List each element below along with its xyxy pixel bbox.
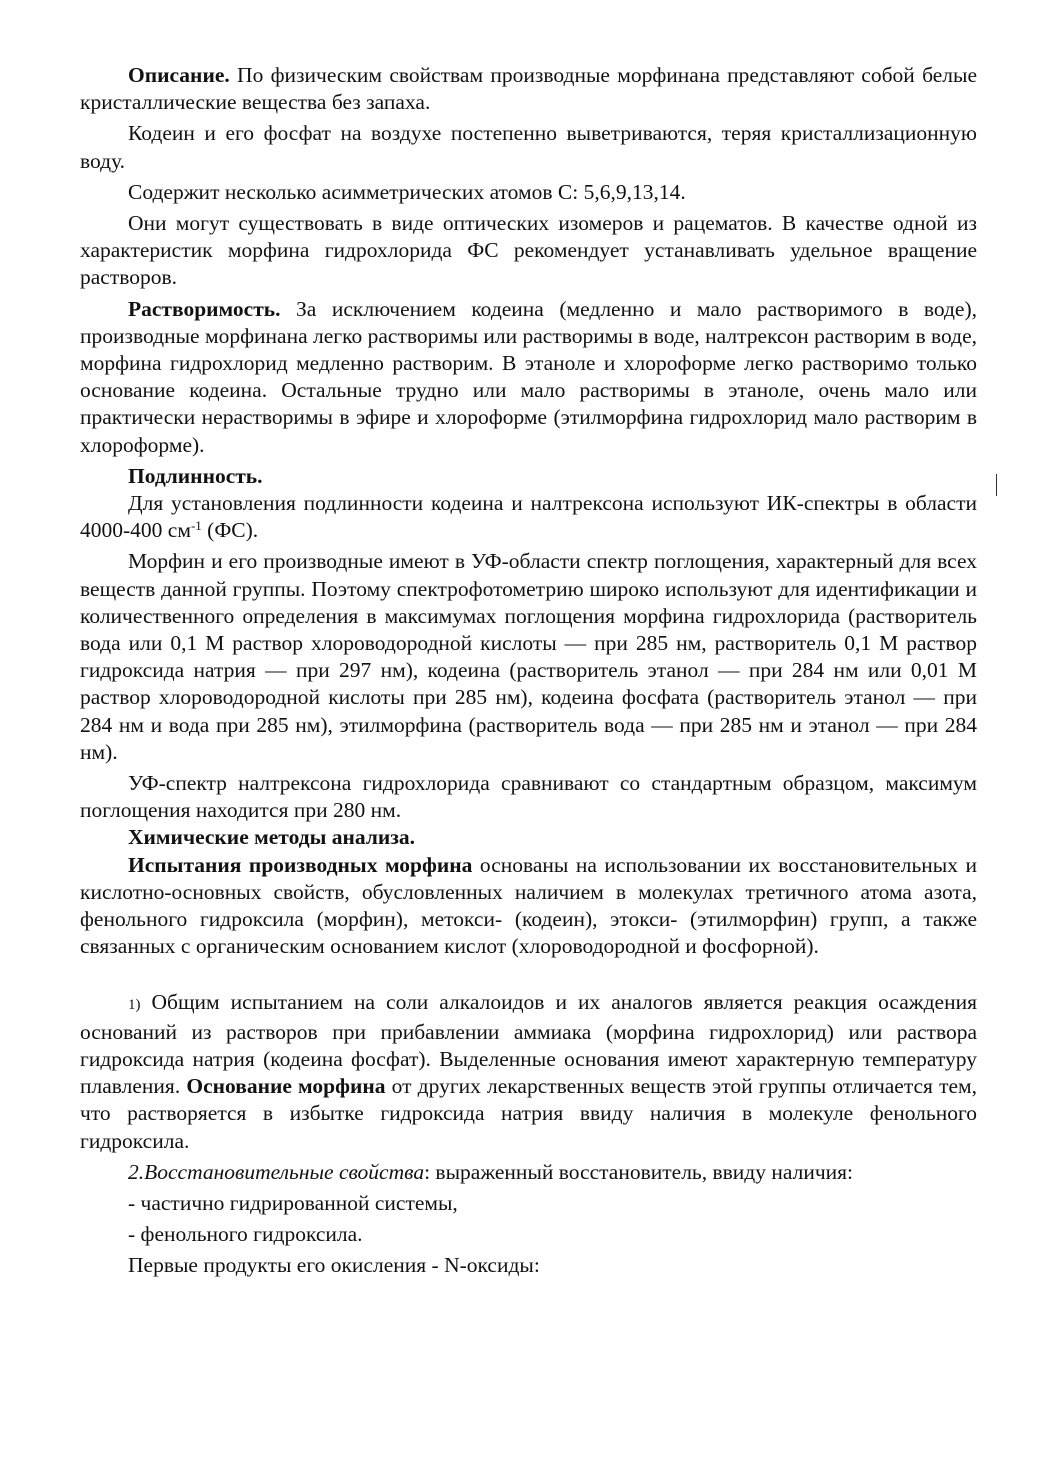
paragraph-reducing-properties: 2.Восстановительные свойства: выраженный восстановитель, ввиду наличия:: [128, 1159, 854, 1184]
heading-authenticity: Подлинность.: [128, 463, 263, 488]
paragraph-optical-isomers: Они могут существовать в виде оптических изомеров и рацематов. В качестве одной из характеристик морфина гидрохлорида ФС рекомендует устанавливать удельное вращение растворов.: [80, 211, 977, 290]
description-label: Описание.: [128, 63, 230, 87]
paragraph-naltrexone-uv: УФ-спектр налтрексона гидрохлорида сравнивают со стандартным образцом, максимум поглощения находится при 280 нм.: [80, 771, 977, 823]
heading-chemical-methods: Химические методы анализа.: [128, 825, 416, 850]
morphine-tests-label: Испытания производных морфина: [128, 852, 473, 877]
morphine-base-label: Основание морфина: [186, 1074, 386, 1099]
reducing-properties-label: 2.Восстановительные свойства: [128, 1159, 425, 1184]
paragraph-description: [80, 62, 977, 116]
paragraph-solubility: [80, 296, 977, 459]
list-item: - частично гидрированной системы,: [128, 1190, 458, 1215]
solubility-label: Растворимость.: [128, 296, 281, 321]
text-cursor-mark: [996, 474, 997, 496]
paragraph-oxidation-products: Первые продукты его окисления - N-оксиды:: [128, 1253, 540, 1278]
paragraph-codeine-weathering: Кодеин и его фосфат на воздухе постепенно выветриваются, теряя кристаллизационную воду.: [80, 121, 977, 173]
solubility-text: За исключением кодеина (медленно и мало растворимого в воде), производные морфинана легко растворимы или растворимы в воде, налтрексон растворим в воде, морфина гидрохлорид медленно растворим. В этаноле и хлороформе легко растворимо только основание кодеина. Остальные трудно или мало растворимы в этаноле, очень мало или практически нерастворимы в эфире и хлороформе (этилморфина гидрохлорид мало растворим в хлороформе).: [80, 296, 977, 457]
paragraph-uv-spectra: Морфин и его производные имеют в УФ-области спектр поглощения, характерный для всех веществ данной группы. Поэтому спектрофотометрию широко используют для идентификации и количественного определения в максимумах поглощения морфина гидрохлорида (растворитель вода или 0,1 М раствор хлороводородной кислоты — при 285 нм, растворитель 0,1 М раствор гидроксида натрия — при 297 нм), кодеина (растворитель этанол — при 284 нм или 0,01 М раствор хлороводородной кислоты при 285 нм), кодеина фосфата (растворитель этанол — при 284 нм и вода при 285 нм), этилморфина (растворитель вода — при 285 нм и этанол — при 284 нм).: [80, 549, 977, 764]
item-number-1: 1): [128, 996, 141, 1013]
document-page: [80, 62, 977, 1280]
paragraph-precipitation-test: 1) Общим испытанием на соли алкалоидов и их аналогов является реакция осаждения оснований из растворов при прибавлении аммиака (морфина гидрохлорид) или раствора гидроксида натрия (кодеина фосфат). Выделенные основания имеют характерную температуру плавления. Основание морфина от других лекарственных веществ этой группы отличается тем, что растворяется в избытке гидроксида натрия ввиду наличия в молекуле фенольного гидроксила.: [80, 989, 977, 1153]
description-text: По физическим свойствам производные морфинана представляют собой белые кристаллические вещества без запаха.: [80, 63, 977, 115]
paragraph-morphine-tests: Испытания производных морфина основаны на использовании их восстановительных и кислотно-основных свойств, обусловленных наличием в молекулах третичного атома азота, фенольного гидроксила (морфин), метокси- (кодеин), этокси- (этилморфин) групп, а также связанных с органическим основанием кислот (хлороводородной и фосфорной).: [80, 852, 977, 959]
list-item: - фенольного гидроксила.: [128, 1222, 363, 1247]
superscript-minus-one: -1: [190, 518, 202, 534]
paragraph-asymmetric-atoms: Содержит несколько асимметрических атомов С: 5,6,9,13,14.: [128, 179, 686, 204]
paragraph-ir-spectra: Для установления подлинности кодеина и налтрексона используют ИК-спектры в области 4000-400 $см^{-1}$ (ФС).: [80, 491, 977, 543]
